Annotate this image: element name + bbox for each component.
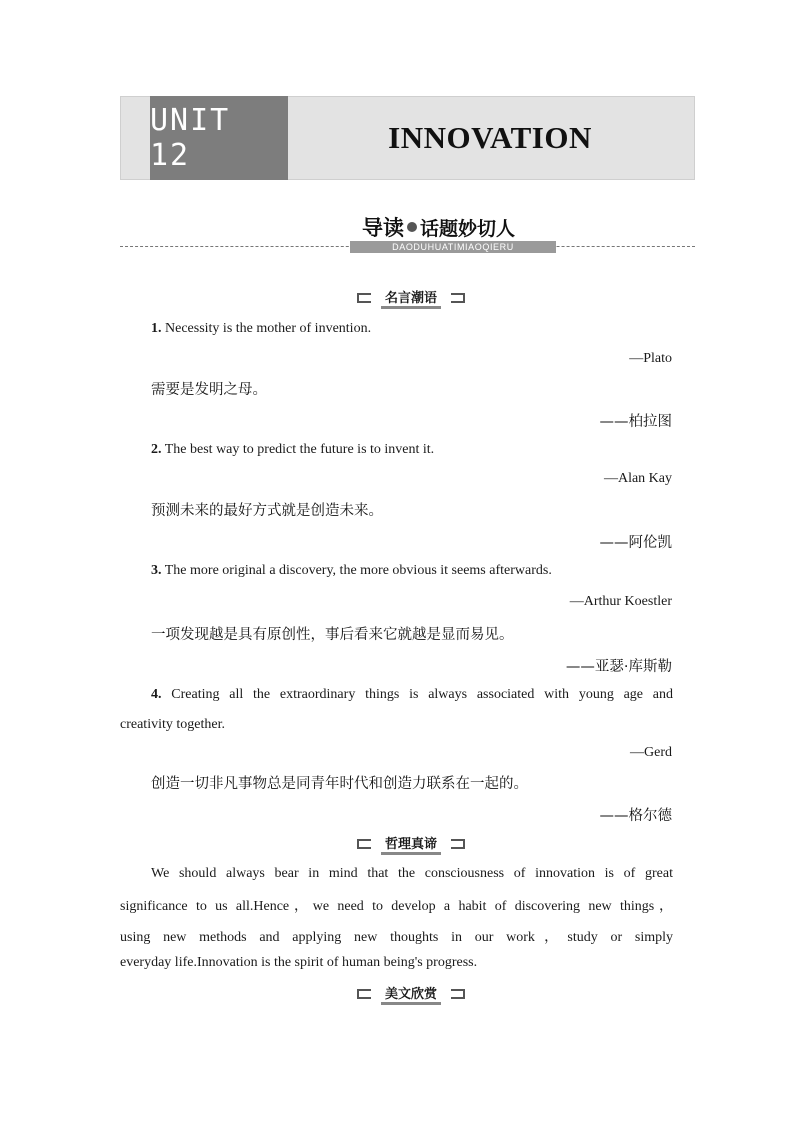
- philosophy-line-3: using new methods and applying new thoughts in our work，study or simply: [120, 930, 673, 945]
- quote-2-en: 2. The best way to predict the future is to invent it.: [151, 442, 435, 457]
- arrow-dot-icon: [407, 222, 417, 232]
- quote-3-cn: 一项发现越是具有原创性，事后看来它就越是显而易见。: [151, 627, 514, 643]
- guide-main-label: 导读: [362, 216, 404, 240]
- unit-title: INNOVATION: [388, 120, 592, 155]
- quote-4-cn: 创造一切非凡事物总是同青年时代和创造力联系在一起的。: [151, 776, 528, 792]
- quote-1-cn: 需要是发明之母。: [151, 382, 267, 398]
- unit-number-box: UNIT 12: [150, 96, 288, 180]
- philosophy-line-1: We should always bear in mind that the consciousness of innovation is of great: [151, 866, 673, 881]
- philosophy-line-2: significance to us all.Hence，we need to develop a habit of discovering new things，: [120, 899, 673, 914]
- quote-4-en-line2: creativity together.: [120, 717, 225, 732]
- quote-1-en-author: —Plato: [629, 351, 672, 366]
- quote-4-cn-author: ——格尔德: [599, 808, 672, 824]
- section-label-philosophy: 哲理真谛: [357, 835, 465, 853]
- quote-3-cn-author: ——亚瑟·库斯勒: [565, 659, 672, 675]
- quote-4-en-author: —Gerd: [630, 745, 672, 760]
- guide-pinyin: DAODUHUATIMIAOQIERU: [350, 241, 556, 253]
- guide-sub-label: 话题妙切人: [420, 217, 516, 240]
- philosophy-line-4: everyday life.Innovation is the spirit of human being's progress.: [120, 955, 478, 970]
- quote-2-en-author: —Alan Kay: [603, 471, 672, 486]
- quote-3-en: 3. The more original a discovery, the more obvious it seems afterwards.: [151, 563, 552, 578]
- quote-1-cn-author: ——柏拉图: [599, 414, 672, 430]
- quote-4-en-line1: 4. Creating all the extraordinary things is always associated with young age and: [151, 687, 674, 702]
- guide-header: [362, 214, 515, 240]
- section-label-quotes: 名言潮语: [357, 289, 465, 307]
- quote-2-cn-author: ——阿伦凯: [599, 535, 672, 551]
- section-label-essay: 美文欣赏: [357, 985, 465, 1003]
- quote-1-en: 1. Necessity is the mother of invention.: [151, 321, 372, 336]
- quote-2-cn: 预测未来的最好方式就是创造未来。: [151, 503, 383, 519]
- quote-3-en-author: —Arthur Koestler: [569, 594, 672, 609]
